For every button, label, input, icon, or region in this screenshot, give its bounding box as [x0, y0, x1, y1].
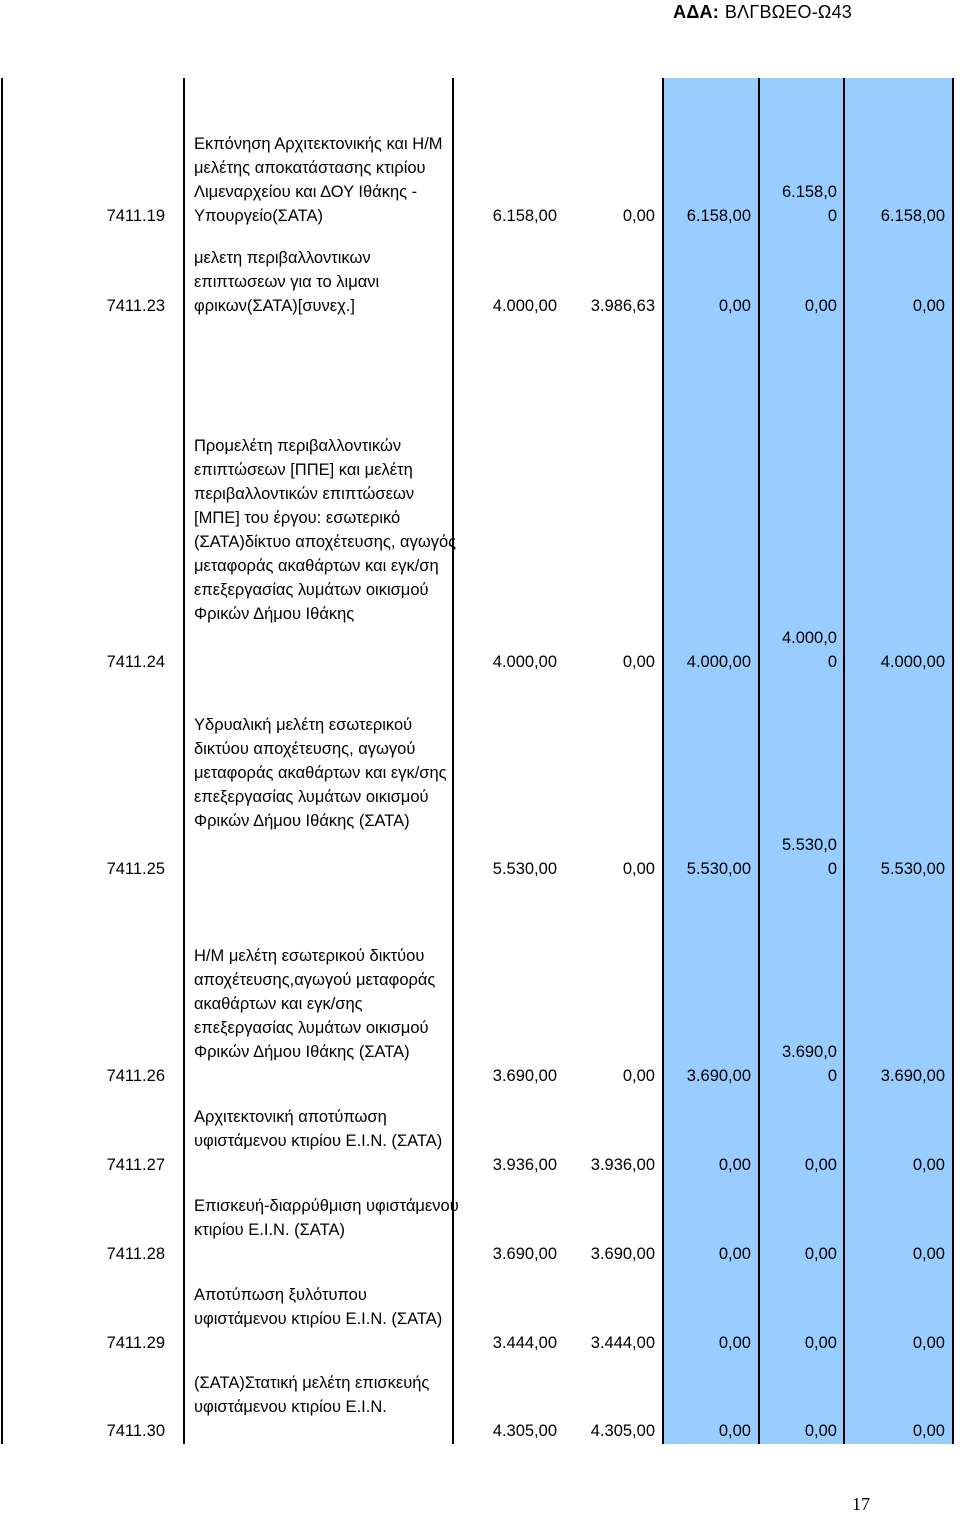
amount-col1: 3.936,00 [492, 1156, 557, 1174]
row-code: 7411.29 [106, 1334, 165, 1352]
row-description: Προμελέτη περιβαλλοντικών επιπτώσεων [ΠΠΕ] και μελέτη περιβαλλοντικών επιπτώσεων [ΜΠΕ] του έργου: εσωτερικό (ΣΑΤΑ)δίκτυο αποχέτευσης, αγωγός μεταφοράς ακαθάρτων και εγκ/ση επεξεργασίας λυμάτων οικισμού Φρικών Δήμου Ιθάκης [194, 437, 457, 623]
amount-col3: 0,00 [718, 1245, 751, 1263]
amount-col3: 6.158,00 [686, 207, 751, 225]
amount-col3: 0,00 [718, 1156, 751, 1174]
row-description: Εκπόνηση Αρχιτεκτονικής και Η/Μ μελέτης αποκατάστασης κτιρίου Λιμεναρχείου και ΔΟΥ Ιθάκης - Υπουργείο(ΣΑΤΑ) [194, 135, 443, 225]
amount-col2: 3.690,00 [590, 1245, 655, 1263]
amount-col1: 3.444,00 [492, 1334, 557, 1352]
column-divider [662, 78, 664, 1444]
row-code: 7411.30 [106, 1422, 165, 1440]
amount-col4-part2: 0 [827, 653, 837, 671]
amount-col5: 0,00 [912, 297, 945, 315]
row-code: 7411.19 [106, 207, 165, 225]
amount-col5: 4.000,00 [880, 653, 945, 671]
row-code: 7411.27 [106, 1156, 165, 1174]
amount-col4-part1: 4.000,0 [781, 629, 837, 647]
amount-col2: 3.444,00 [590, 1334, 655, 1352]
amount-col4-part1: 3.690,0 [781, 1043, 837, 1061]
amount-col2: 0,00 [622, 1067, 655, 1085]
row-code: 7411.25 [106, 860, 165, 878]
column-divider [183, 78, 185, 1444]
amount-col5: 6.158,00 [880, 207, 945, 225]
amount-col4-part1: 6.158,0 [781, 183, 837, 201]
amount-col2: 0,00 [622, 860, 655, 878]
amount-col4: 0,00 [804, 1334, 837, 1352]
amount-col5: 0,00 [912, 1422, 945, 1440]
amount-col1: 3.690,00 [492, 1067, 557, 1085]
amount-col4: 0,00 [804, 1156, 837, 1174]
row-description: Αρχιτεκτονική αποτύπωση υφιστάμενου κτιρίου Ε.Ι.Ν. (ΣΑΤΑ) [194, 1108, 443, 1150]
highlighted-columns [663, 78, 953, 1444]
amount-col4-part2: 0 [827, 207, 837, 225]
amount-col4: 0,00 [804, 1245, 837, 1263]
row-description: μελετη περιβαλλοντικων επιπτωσεων για το λιμανι φρικων(ΣΑΤΑ)[συνεχ.] [194, 249, 380, 315]
column-divider [758, 78, 760, 1444]
ada-label: ΑΔΑ: [673, 2, 719, 22]
table-border-right [952, 78, 954, 1444]
amount-col4-part2: 0 [827, 860, 837, 878]
row-description: Η/Μ μελέτη εσωτερικού δικτύου αποχέτευσης,αγωγού μεταφοράς ακαθάρτων και εγκ/σης επεξεργασίας λυμάτων οικισμού Φρικών Δήμου Ιθάκης (ΣΑΤΑ) [194, 947, 436, 1061]
amount-col5: 0,00 [912, 1245, 945, 1263]
amount-col4: 0,00 [804, 1422, 837, 1440]
amount-col1: 4.305,00 [492, 1422, 557, 1440]
row-description: (ΣΑΤΑ)Στατική μελέτη επισκευής υφιστάμενου κτιρίου Ε.Ι.Ν. [194, 1374, 430, 1416]
amount-col2: 4.305,00 [590, 1422, 655, 1440]
amount-col4: 0,00 [804, 297, 837, 315]
page-number: 17 [852, 1494, 870, 1514]
amount-col5: 0,00 [912, 1334, 945, 1352]
amount-col1: 4.000,00 [492, 653, 557, 671]
row-code: 7411.24 [106, 653, 165, 671]
amount-col1: 5.530,00 [492, 860, 557, 878]
amount-col4-part1: 5.530,0 [781, 836, 837, 854]
ada-value: ΒΛΓΒΩΕΟ-Ω43 [724, 2, 852, 22]
amount-col3: 4.000,00 [686, 653, 751, 671]
amount-col2: 0,00 [622, 653, 655, 671]
amount-col4-part2: 0 [827, 1067, 837, 1085]
amount-col3: 0,00 [718, 1334, 751, 1352]
amount-col3: 0,00 [718, 1422, 751, 1440]
row-description: Υδρυαλική μελέτη εσωτερικού δικτύου αποχέτευσης, αγωγού μεταφοράς ακαθάρτων και εγκ/σης επεξεργασίας λυμάτων οικισμού Φρικών Δήμου Ιθάκης (ΣΑΤΑ) [194, 716, 447, 830]
column-divider [843, 78, 845, 1444]
amount-col3: 3.690,00 [686, 1067, 751, 1085]
amount-col1: 6.158,00 [492, 207, 557, 225]
amount-col5: 5.530,00 [880, 860, 945, 878]
row-code: 7411.23 [106, 297, 165, 315]
amount-col3: 5.530,00 [686, 860, 751, 878]
row-code: 7411.28 [106, 1245, 165, 1263]
row-code: 7411.26 [106, 1067, 165, 1085]
row-description: Αποτύπωση ξυλότυπου υφιστάμενου κτιρίου Ε.Ι.Ν. (ΣΑΤΑ) [194, 1286, 443, 1328]
amount-col2: 3.986,63 [590, 297, 655, 315]
table-border-left [1, 78, 3, 1444]
amount-col1: 3.690,00 [492, 1245, 557, 1263]
amount-col3: 0,00 [718, 297, 751, 315]
amount-col2: 3.936,00 [590, 1156, 655, 1174]
amount-col5: 0,00 [912, 1156, 945, 1174]
amount-col2: 0,00 [622, 207, 655, 225]
ada-header [673, 2, 852, 23]
amount-col5: 3.690,00 [880, 1067, 945, 1085]
amount-col1: 4.000,00 [492, 297, 557, 315]
row-description: Επισκευή-διαρρύθμιση υφιστάμενου κτιρίου Ε.Ι.Ν. (ΣΑΤΑ) [194, 1197, 459, 1239]
